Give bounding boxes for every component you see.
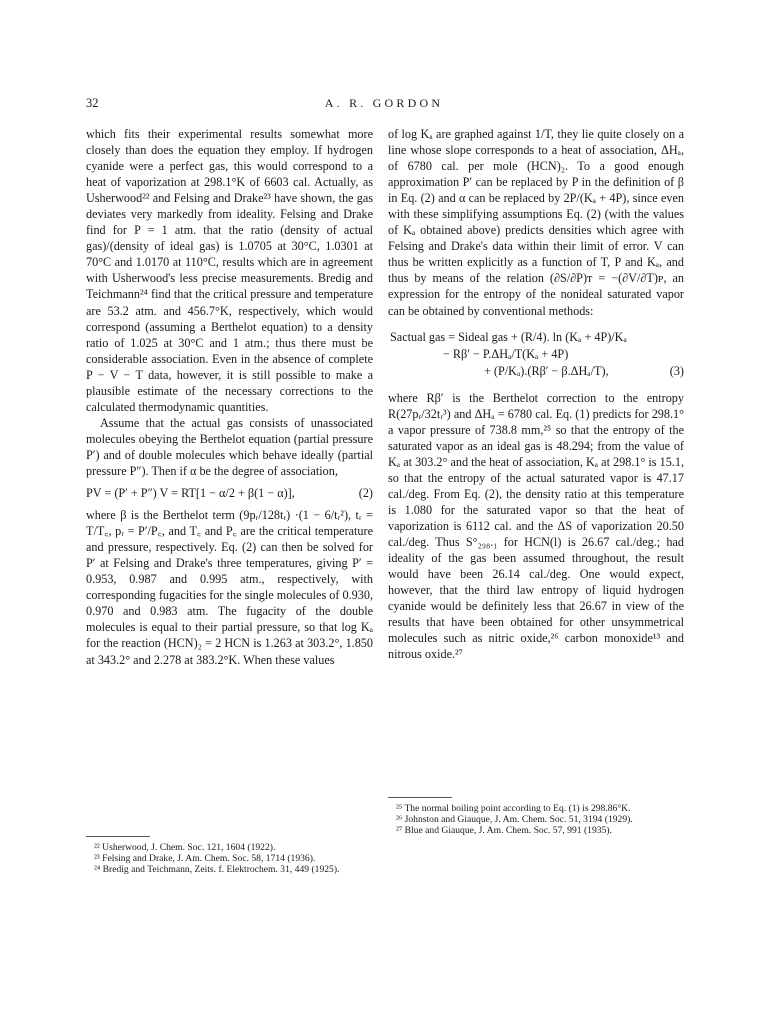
footnote-rule (86, 836, 150, 837)
paragraph: Assume that the actual gas consists of unassociated molecules obeying the Berthelot equation (partial pressure P′) and of double molecules which behave ideally (partial pressure P″). Then if α be the degree of association, (86, 415, 373, 478)
equation-3 (388, 329, 684, 380)
footnotes-right (388, 803, 684, 837)
page-header (86, 96, 682, 112)
footnote: ²² Usherwood, J. Chem. Soc. 121, 1604 (1922). (94, 842, 276, 853)
footnote: ²⁷ Blue and Giauque, J. Am. Chem. Soc. 57, 991 (1935). (396, 825, 612, 837)
footnote: ²³ Felsing and Drake, J. Am. Chem. Soc. 58, 1714 (1936). (94, 853, 316, 865)
paragraph: which fits their experimental results somewhat more closely than does the equation they employ. If hydrogen cyanide were a perfect gas, this would correspond to a heat of vaporization at 298.1°K of 6603 cal. Actually, as Usherwood²² and Felsing and Drake²³ have shown, the gas deviates very markedly from ideality. Felsing and Drake find for P = 1 atm. that the ratio (density of actual gas)/(density of ideal gas) is 1.0705 at 30°C, 1.0301 at 70°C and 1.0170 at 110°C, results which are in agreement with Usherwood's less precise measurements. Bredig and Teichmann²⁴ find that the critical pressure and temperature are 53.2 atm. and 456.7°K, respectively, which would correspond (assuming a Berthelot equation) to a density ratio of 1.025 at 30°C and 1 atm.; thus there must be considerable association. Even in the absence of complete P − V − T data, however, it is still possible to make a plausible estimate of the necessary corrections to the calculated thermodynamic quantities. (86, 127, 373, 414)
equation-number: (2) (358, 486, 373, 501)
paragraph: where Rβ′ is the Berthelot correction to the entropy R(27pᵣ/32tᵣ³) and ΔHₐ = 6780 cal. Eq. (1) predicts for 298.1° a vapor pressure of 738.8 mm,²⁵ so that the entropy of the saturated vapor as an ideal gas is 48.294; from the value of Kₐ at 303.2° and the heat of association, Kₐ at 298.1° is 15.1, so that the entropy of the actual saturated vapor is 47.17 cal./deg. From Eq. (2), the density ratio at this temperature is 1.080 for the saturated vapor so that the heat of vaporization is 6112 cal. and the ΔS of vaporization 20.50 cal./deg. Thus S°₂₉₈.₁ for HCN(l) is 26.67 cal./deg.; had ideality of the gas been assumed throughout, the result would have been 26.14 cal./deg. One would expect, however, that the third law entropy of liquid hydrogen cyanide would be definitely less that 26.67 in view of the results that have been obtained for other unsymmetrical molecules such as nitric oxide,²⁶ carbon monoxide¹³ and nitrous oxide.²⁷ (388, 390, 684, 662)
footnote: ²⁶ Johnston and Giauque, J. Am. Chem. Soc. 51, 3194 (1929). (396, 814, 633, 826)
paragraph: where β is the Berthelot term (9pᵣ/128tᵣ) ·(1 − 6/tᵣ²), tᵣ = T/T꜀, pᵣ = P′/P꜀, and T꜀ and P꜀ are the critical temperature and pressure, respectively. Eq. (2) can then be solved for P′ at Felsing and Drake's three temperatures, giving P′ = 0.953, 0.987 and 0.995 atm., respectively, with corresponding fugacities for the single molecules of 0.930, 0.970 and 0.983 atm. The fugacity of the double molecules is equal to their partial pressure, so that log Kₐ for the reaction (HCN)₂ = 2 HCN is 1.263 at 303.2°, 1.850 at 343.2° and 2.278 at 383.2°K. When these values (86, 508, 373, 667)
equation-line: + (P/Kₐ).(Rβ′ − β.ΔHₐ/T), (484, 363, 609, 378)
equation-line: − Rβ′ − P.ΔHₐ/T(Kₐ + 4P) (443, 346, 569, 361)
paragraph: of log Kₐ are graphed against 1/T, they lie quite closely on a line whose slope corresponds to a heat of association, ΔHₐ, of 6780 cal. per mole (HCN)₂. To a good enough approximation P′ can be replaced by P in the definition of β in Eq. (2) and α can be replaced by 2P/(Kₐ + 4P), since even with these simplifying assumptions Eq. (2) (with the values of Kₐ obtained above) predicts densities which agree with Felsing and Drake's data within their limit of error. V can thus be written explicitly as a function of T, P and Kₐ, and thus by means of the relation (∂S/∂P)ᴛ = −(∂V/∂T)ᴘ, an expression for the entropy of the nonideal saturated vapor can be obtained by conventional methods: (388, 127, 684, 318)
left-column (86, 126, 373, 668)
footnote-rule (388, 797, 452, 798)
right-column (388, 126, 684, 662)
equation-2 (86, 485, 373, 501)
footnote: ²⁵ The normal boiling point according to Eq. (1) is 298.86°K. (396, 803, 631, 814)
footnote: ²⁴ Bredig and Teichmann, Zeits. f. Elektrochem. 31, 449 (1925). (94, 864, 340, 876)
equation-line: Sactual gas = Sideal gas + (R/4). ln (Kₐ + 4P)/Kₐ (390, 329, 627, 344)
page-number: 32 (86, 96, 99, 110)
equation-number: (3) (669, 363, 684, 378)
equation-body: PV = (P′ + P″) V = RT[1 − α/2 + β(1 − α)], (86, 486, 295, 501)
footnotes-left (86, 842, 373, 876)
running-head: A. R. GORDON (324, 96, 444, 110)
